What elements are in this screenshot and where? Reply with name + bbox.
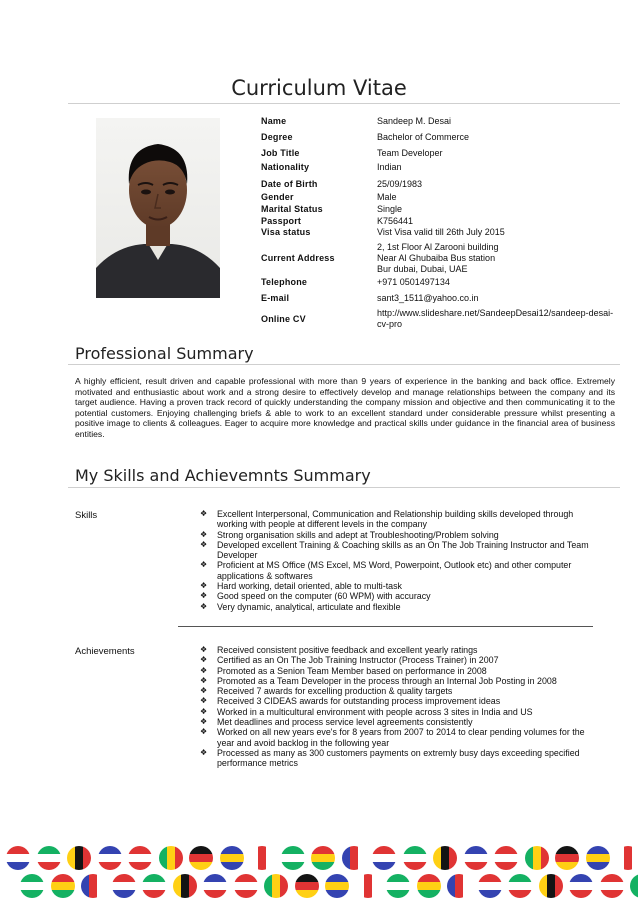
flag-badge-icon [478,874,502,898]
portrait-image [96,118,220,298]
flag-badge-icon [417,874,441,898]
flag-badge-icon [142,874,166,898]
list-item: ❖ Good speed on the computer (60 WPM) with accuracy [200,591,431,602]
title-divider [68,103,620,104]
flag-badge-icon [433,846,457,870]
detail-label: Passport [261,216,302,226]
detail-nationality [261,162,621,177]
detail-passport [261,216,621,227]
diamond-bullet-icon: ❖ [200,727,208,737]
flag-badge-icon [342,846,366,870]
profile-photo [96,118,220,298]
detail-date-of-birth [261,179,621,192]
flag-badge-icon [250,846,274,870]
diamond-bullet-icon: ❖ [200,560,208,570]
flag-badge-icon [311,846,335,870]
flag-badge-icon [630,874,638,898]
list-item: ❖ Proficient at MS Office (MS Excel, MS Word, Powerpoint, Outlook etc) and other computer applications & softwares [200,560,572,581]
diamond-bullet-icon: ❖ [200,601,208,611]
detail-value: K756441 [377,216,414,226]
detail-label: E-mail [261,293,290,303]
diamond-bullet-icon: ❖ [200,581,208,591]
detail-label: Online CV [261,313,306,324]
detail-value: Team Developer [377,148,443,158]
list-item: ❖ Certified as an On The Job Training Instructor (Process Trainer) in 2007 [200,655,499,666]
flag-badge-icon [539,874,563,898]
flag-badge-icon [356,874,380,898]
flag-badge-icon [508,874,532,898]
list-item: ❖ Strong organisation skills and adept at Troubleshooting/Problem solving [200,529,499,540]
personal-details [261,116,621,331]
list-item: ❖ Very dynamic, analytical, articulate and flexible [200,601,401,612]
list-item: ❖ Worked on all new years eve's for 8 years from 2007 to 2014 to clear pending volumes for the year and avoid backlog in the following year [200,727,585,748]
diamond-bullet-icon: ❖ [200,747,208,757]
detail-value: +971 0501497134 [377,277,450,287]
flag-badge-icon [203,874,227,898]
list-item: ❖ Developed excellent Training & Coaching skills as an On The Job Training Instructor and Team Developer [200,539,589,561]
list-item: ❖ Processed as many as 300 customers payments on extremly busy days exceeding specified performance metrics [200,747,580,769]
flag-badge-icon [6,846,30,870]
skills-heading: My Skills and Achievemnts Summary [75,466,371,485]
list-item: ❖ Promoted as a Senion Team Member based on performance in 2008 [200,665,487,676]
detail-current-address [261,241,621,275]
list-item: ❖ Excellent Interpersonal, Communication and Relationship building skills developed through working with people at different levels in the company [200,509,574,530]
flag-badge-icon [128,846,152,870]
diamond-bullet-icon: ❖ [200,696,208,706]
detail-value: Sandeep M. Desai [377,116,452,126]
flag-badge-icon [20,874,44,898]
detail-email [261,293,621,307]
flag-badge-icon [112,874,136,898]
list-item: ❖ Received 3 CIDEAS awards for outstanding process improvement ideas [200,696,501,707]
professional-summary-text: A highly efficient, result driven and capable professional with more than 9 years of experience in the banking and back office. Extremely motivated and enthusiastic about work and a strong desire to effectively develop and manage relationships between the company and its target audience. Having a proven track record of quickly understanding the company mission and objective and then communicating it to the potential customers. Enjoying challenging briefs & able to work to an excellent standard under considerable pressure whilst presenting a positive image to clients & colleagues. Eager to acquire more knowledge and practical skills under guidance in the financial area of business entities. [75,376,615,439]
flag-badge-icon [555,846,579,870]
detail-label: Date of Birth [261,179,318,189]
detail-label: Current Address [261,252,335,263]
detail-gender [261,192,621,204]
detail-label: Gender [261,192,294,202]
flag-badge-icon [403,846,427,870]
detail-degree [261,132,621,148]
list-item: ❖ Worked in a multicultural environment with people across 3 sites in India and US [200,706,533,717]
document-title: Curriculum Vitae [231,76,407,100]
flag-badge-icon [81,874,105,898]
detail-visa-status [261,227,621,241]
diamond-bullet-icon: ❖ [200,717,208,727]
diamond-bullet-icon: ❖ [200,539,208,549]
flag-badge-icon [447,874,471,898]
flag-badge-icon [37,846,61,870]
detail-value: 2, 1st Floor Al Zarooni building Near Al Ghubaiba Bus station Bur dubai, Dubai, UAE [377,241,499,274]
detail-value: Indian [377,162,402,172]
detail-value[interactable]: sant3_1511@yahoo.co.in [377,293,479,303]
detail-label: Telephone [261,277,308,287]
flag-badge-icon [173,874,197,898]
flag-badge-icon [569,874,593,898]
diamond-bullet-icon: ❖ [200,591,208,601]
flag-badge-icon [616,846,638,870]
flag-badge-icon [220,846,244,870]
flag-badge-icon [189,846,213,870]
flag-badge-icon [494,846,518,870]
flag-badge-icon [464,846,488,870]
detail-telephone [261,277,621,291]
diamond-bullet-icon: ❖ [200,686,208,696]
flag-badge-icon [264,874,288,898]
diamond-bullet-icon: ❖ [200,655,208,665]
skills-label: Skills [75,510,98,521]
skills-list [200,509,590,612]
achievements-label: Achievements [75,646,135,657]
detail-label: Visa status [261,227,311,237]
detail-value[interactable]: http://www.slideshare.net/SandeepDesai12/sandeep-desai-cv-pro [377,308,614,329]
detail-label: Nationality [261,162,310,172]
diamond-bullet-icon: ❖ [200,529,208,539]
detail-job-title [261,148,621,162]
flag-badge-icon [51,874,75,898]
diamond-bullet-icon: ❖ [200,645,208,654]
detail-label: Marital Status [261,204,323,214]
detail-value: Male [377,192,397,202]
list-item: ❖ Promoted as a Team Developer in the process through an Internal Job Posting in 2008 [200,675,557,686]
flag-badge-icon [325,874,349,898]
detail-value: Vist Visa valid till 26th July 2015 [377,227,505,237]
detail-label: Job Title [261,148,300,158]
flag-badge-icon [386,874,410,898]
detail-label: Degree [261,132,293,142]
achievements-list [200,645,590,769]
diamond-bullet-icon: ❖ [200,706,208,716]
flag-badge-icon [525,846,549,870]
flag-badge-icon [98,846,122,870]
diamond-bullet-icon: ❖ [200,675,208,685]
flag-badge-icon [281,846,305,870]
list-item: ❖ Received consistent positive feedback and excellent yearly ratings [200,645,478,655]
skills-divider [178,626,593,627]
diamond-bullet-icon: ❖ [200,665,208,675]
detail-value: Single [377,204,403,214]
detail-marital-status [261,204,621,216]
flag-badge-icon [586,846,610,870]
diamond-bullet-icon: ❖ [200,509,208,518]
list-item: ❖ Received 7 awards for excelling production & quality targets [200,686,453,697]
detail-label: Name [261,116,287,126]
list-item: ❖ Hard working, detail oriented, able to multi-task [200,581,402,592]
detail-name [261,116,621,132]
flag-badge-icon [372,846,396,870]
detail-value: 25/09/1983 [377,179,423,189]
flag-badge-icon [600,874,624,898]
detail-value: Bachelor of Commerce [377,132,470,142]
flag-badge-icon [295,874,319,898]
list-item: ❖ Met deadlines and process service level agreements consistently [200,717,473,728]
flag-badge-icon [159,846,183,870]
flag-badge-icon [67,846,91,870]
flag-banner-footer [0,842,638,903]
professional-summary-heading: Professional Summary [75,344,254,363]
flag-badge-icon [234,874,258,898]
section-divider [68,364,620,365]
detail-online-cv [261,307,621,331]
section-divider [68,487,620,488]
